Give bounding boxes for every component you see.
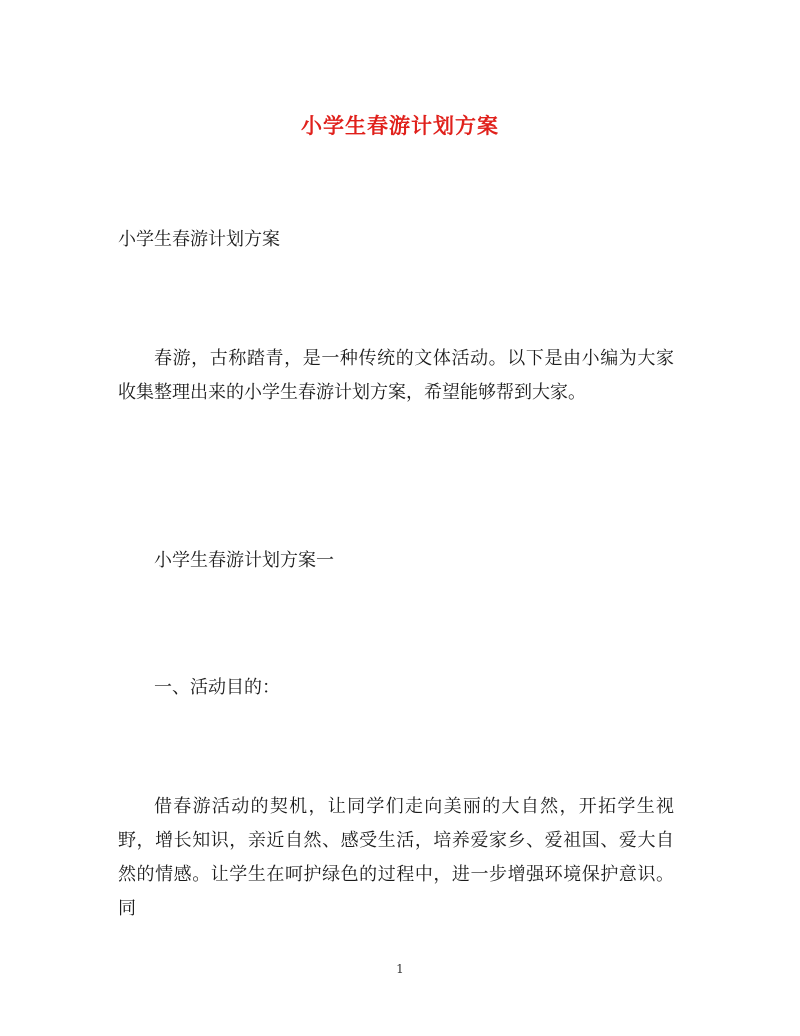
intro-paragraph: 春游，古称踏青，是一种传统的文体活动。以下是由小编为大家收集整理出来的小学生春游计划方案，希望能够帮到大家。 bbox=[118, 348, 674, 403]
document-subtitle: 小学生春游计划方案 bbox=[118, 229, 280, 250]
body-paragraph: 借春游活动的契机，让同学们走向美丽的大自然，开拓学生视野，增长知识，亲近自然、感受生活，培养爱家乡、爱祖国、爱大自然的情感。让学生在呵护绿色的过程中，进一步增强环境保护意识。同 bbox=[118, 796, 674, 919]
subsection-heading: 一、活动目的： bbox=[154, 677, 280, 698]
page-number: 1 bbox=[396, 962, 404, 976]
section-heading: 小学生春游计划方案一 bbox=[154, 550, 334, 571]
document-title: 小学生春游计划方案 bbox=[301, 113, 499, 138]
